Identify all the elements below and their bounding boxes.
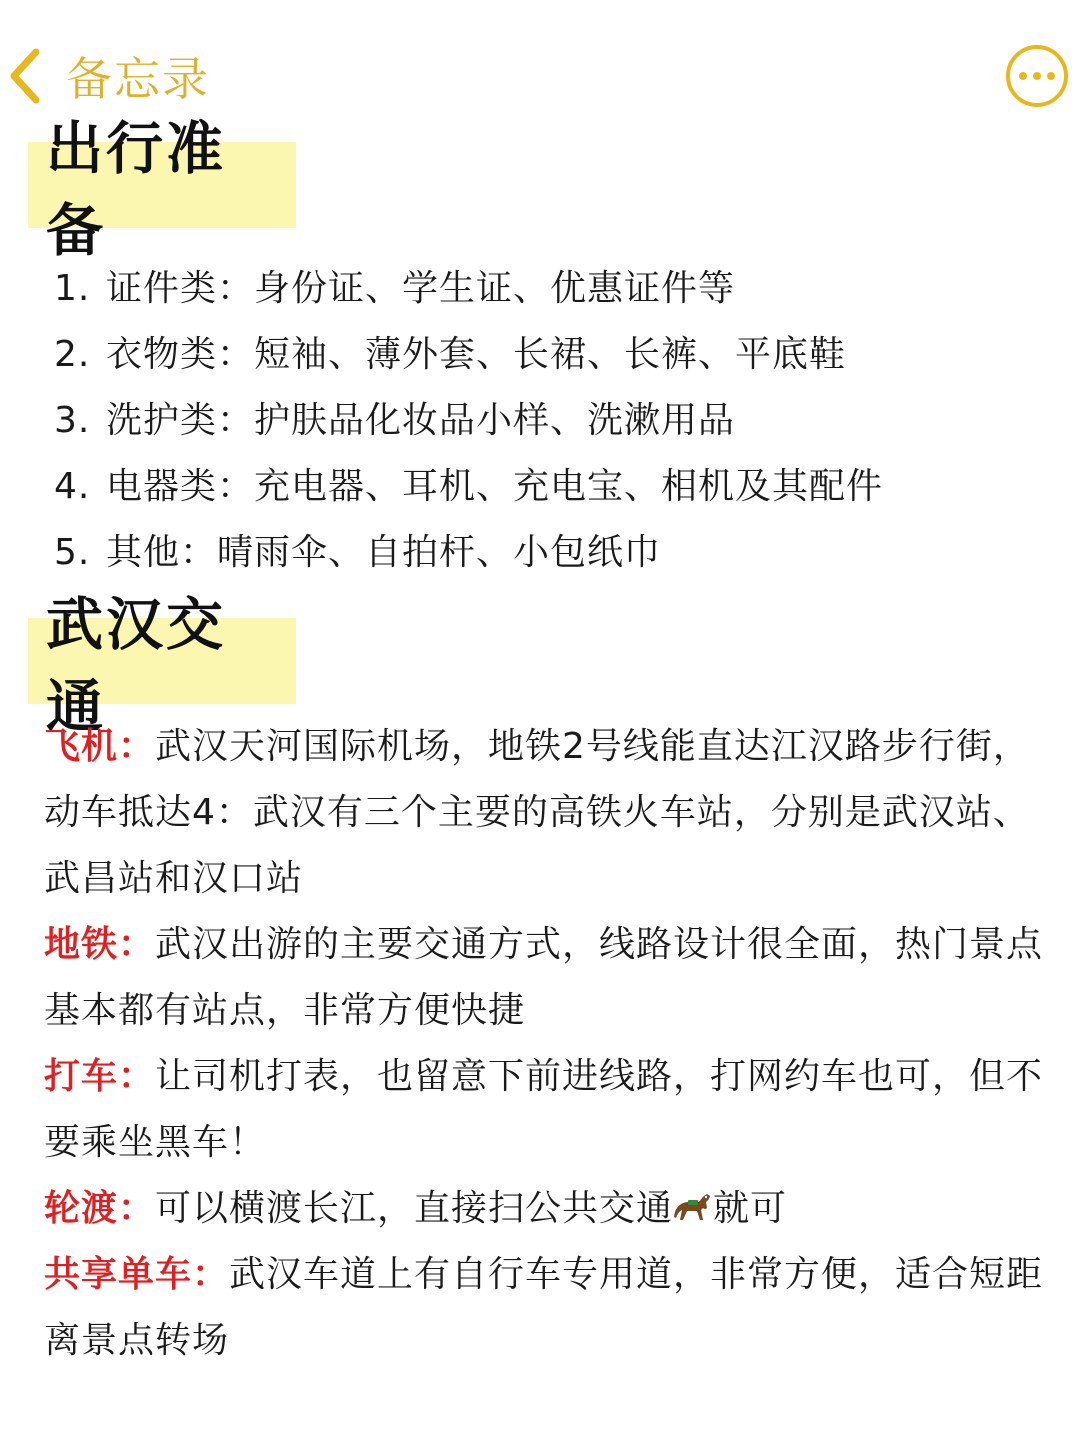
list-item: 1. 证件类：身份证、学生证、优惠证件等 xyxy=(54,268,736,309)
packing-list xyxy=(54,256,883,586)
more-dot-icon xyxy=(1047,72,1055,80)
list-item: 5. 其他：晴雨伞、自拍杆、小包纸巾 xyxy=(54,532,662,573)
more-options-button[interactable] xyxy=(1006,45,1068,107)
bike-paragraph: 共享单车：武汉车道上有自行车专用道，非常方便，适合短距离景点转场 xyxy=(44,1254,1044,1361)
back-label: 备忘录 xyxy=(66,52,210,106)
ferry-paragraph: 轮渡：可以横渡长江，直接扫公共交通 就可 xyxy=(44,1188,788,1229)
train-paragraph: 动车抵达4：武汉有三个主要的高铁火车站，分别是武汉站、武昌站和汉口站 xyxy=(44,792,1030,899)
chevron-left-icon xyxy=(4,44,44,108)
list-item: 2. 衣物类：短袖、薄外套、长裙、长裤、平底鞋 xyxy=(54,334,847,375)
list-item: 4. 电器类：充电器、耳机、充电宝、相机及其配件 xyxy=(54,466,884,507)
more-dot-icon xyxy=(1019,72,1027,80)
taxi-paragraph: 打车：让司机打表，也留意下前进线路，打网约车也可，但不要乘坐黑车！ xyxy=(44,1056,1044,1163)
transport-notes xyxy=(44,714,1054,1374)
section-title-wuhan-transport: 武汉交通 xyxy=(28,618,296,704)
more-dot-icon xyxy=(1033,72,1041,80)
plane-paragraph: 飞机：武汉天河国际机场，地铁2号线能直达江汉路步行街， xyxy=(44,726,1030,767)
horse-icon xyxy=(673,1188,713,1224)
metro-paragraph: 地铁：武汉出游的主要交通方式，线路设计很全面，热门景点基本都有站点，非常方便快捷 xyxy=(44,924,1044,1031)
section-title-travel-prep: 出行准备 xyxy=(28,142,296,228)
list-item: 3. 洗护类：护肤品化妆品小样、洗漱用品 xyxy=(54,400,736,441)
